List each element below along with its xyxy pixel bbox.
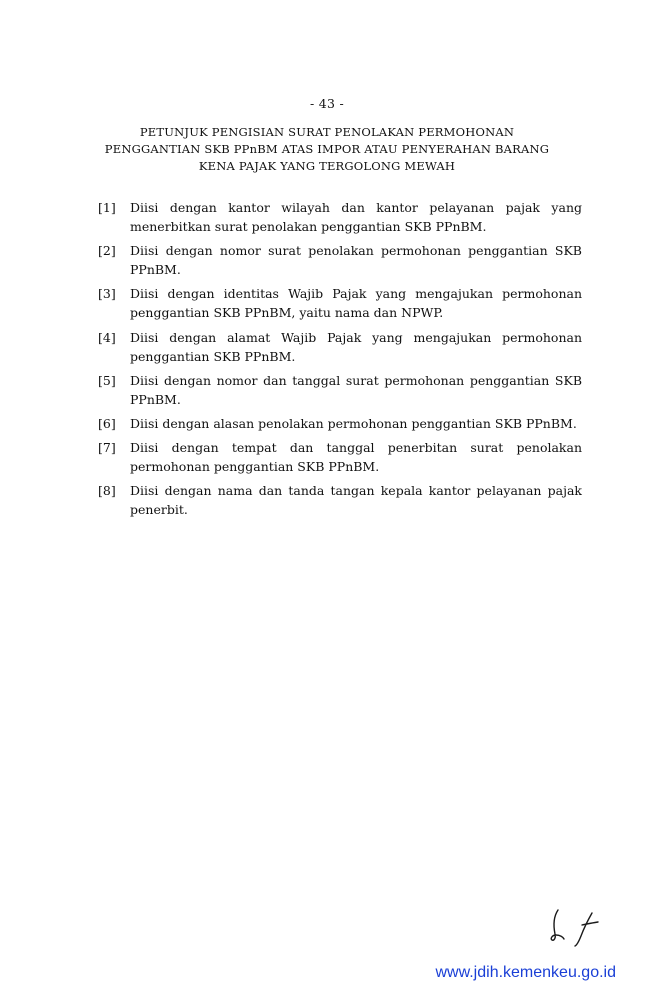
instruction-number: [3] [98, 286, 116, 302]
instruction-item [98, 371, 582, 409]
instruction-text: Diisi dengan nomor dan tanggal surat permohonan penggantian SKB PPnBM. [130, 372, 582, 407]
title-line: PETUNJUK PENGISIAN SURAT PENOLAKAN PERMOHONAN [139, 125, 515, 139]
signature-stroke [551, 910, 564, 940]
instruction-item [98, 414, 582, 433]
footer-website-link[interactable]: www.jdih.kemenkeu.go.id [435, 964, 616, 981]
instruction-item [98, 328, 582, 366]
instruction-text: Diisi dengan nama dan tanda tangan kepala kantor pelayanan pajak penerbit. [130, 483, 582, 518]
title-line: KENA PAJAK YANG TERGOLONG MEWAH [198, 159, 456, 173]
instruction-number: [7] [98, 440, 116, 456]
page-number: - 43 - [309, 96, 345, 111]
instruction-number: [6] [98, 415, 116, 431]
title-line: PENGGANTIAN SKB PPnBM ATAS IMPOR ATAU PENYERAHAN BARANG [104, 142, 550, 156]
instruction-number: [2] [98, 243, 116, 259]
instruction-text: Diisi dengan alasan penolakan permohonan penggantian SKB PPnBM. [130, 415, 577, 431]
instruction-text: Diisi dengan tempat dan tanggal penerbitan surat penolakan permohonan penggantian SKB PPnBM. [130, 440, 582, 475]
instruction-item [98, 241, 582, 279]
document-title [60, 124, 594, 175]
instruction-number: [5] [98, 372, 116, 388]
instruction-item [98, 284, 582, 322]
instruction-number: [4] [98, 329, 116, 345]
instruction-number: [8] [98, 483, 116, 499]
signature-stroke [582, 922, 598, 925]
instruction-item [98, 198, 582, 236]
instruction-number: [1] [98, 200, 116, 215]
paraf-signature [548, 908, 604, 948]
instruction-list [98, 198, 582, 525]
instruction-item [98, 481, 582, 519]
instruction-text: Diisi dengan identitas Wajib Pajak yang mengajukan permohonan penggantian SKB PPnBM, yaitu nama dan NPWP. [130, 286, 582, 321]
instruction-text: Diisi dengan nomor surat penolakan permohonan penggantian SKB PPnBM. [130, 243, 582, 278]
instruction-text: Diisi dengan alamat Wajib Pajak yang mengajukan permohonan penggantian SKB PPnBM. [130, 329, 582, 364]
signature-stroke [575, 913, 592, 946]
instruction-item [98, 438, 582, 476]
instruction-text: Diisi dengan kantor wilayah dan kantor pelayanan pajak yang menerbitkan surat penolakan penggantian SKB PPnBM. [130, 200, 582, 234]
